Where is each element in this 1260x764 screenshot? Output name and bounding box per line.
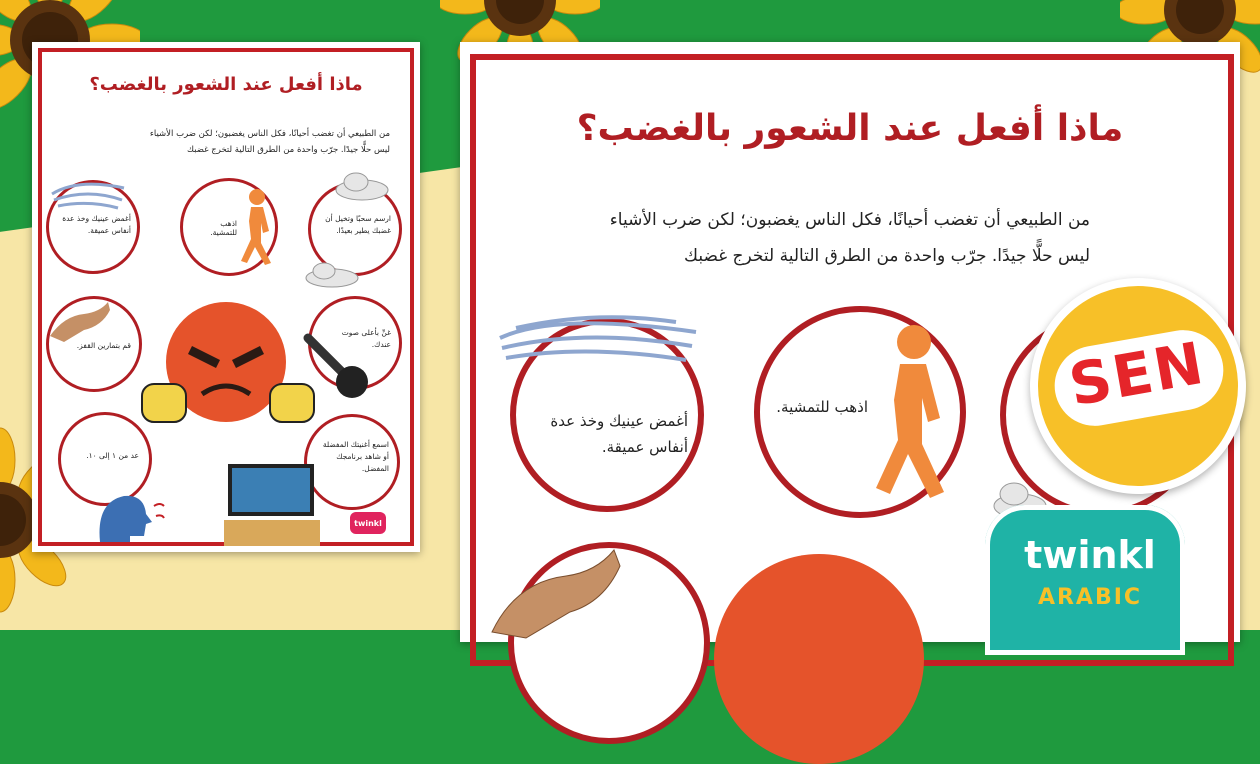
cloud-icon xyxy=(302,260,362,290)
singing-head-icon xyxy=(90,472,170,542)
poster-title: ماذا أفعل عند الشعور بالغضب؟ xyxy=(89,74,363,95)
intro-line-2: ليس حلًّا جيدًا. جرّب واحدة من الطرق التالية لتخرج غضبك xyxy=(684,246,1090,266)
angry-face-icon xyxy=(714,554,924,764)
strategy-breathe-text-large: أغمض عينيك وخذ عدة أنفاس عميقة. xyxy=(550,412,688,456)
strategy-tv-text: اسمع أغنيتك المفضلة أو شاهد برنامجك المفضل. xyxy=(322,440,389,473)
twinkl-logo-text: twinkl xyxy=(1024,533,1156,577)
poster-thumbnail[interactable] xyxy=(32,42,420,552)
walking-person-icon xyxy=(864,322,954,502)
strategy-walk-text-large: اذهب للتمشية. xyxy=(776,398,868,416)
poster-intro xyxy=(70,126,390,158)
cloud-icon xyxy=(332,170,392,202)
strategy-walk-circle-large xyxy=(754,306,966,518)
kangaroo-icon xyxy=(486,542,636,642)
strategy-breathe-text: أغمض عينيك وخذ عدة أنفاس عميقة. xyxy=(62,214,131,235)
twinkl-arabic-badge xyxy=(985,505,1185,655)
strategy-clouds-text: ارسم سحبًا وتخيل أن غضبك يطير بعيدًا. xyxy=(325,214,391,235)
twinkl-arabic-label: ARABIC xyxy=(1037,585,1143,610)
television-icon xyxy=(222,462,322,546)
strategy-walk-circle xyxy=(180,178,278,276)
walking-person-icon xyxy=(235,187,275,267)
poster-title-large: ماذا أفعل عند الشعور بالغضب؟ xyxy=(576,108,1124,149)
intro-line-1: من الطبيعي أن تغضب أحيانًا، فكل الناس يغضبون؛ لكن ضرب الأشياء xyxy=(149,129,390,139)
sen-label: SEN xyxy=(1064,328,1210,420)
sen-badge xyxy=(1030,278,1246,494)
intro-line-1: من الطبيعي أن تغضب أحيانًا، فكل الناس يغضبون؛ لكن ضرب الأشياء xyxy=(609,210,1090,230)
wind-icon xyxy=(48,174,128,214)
angry-face-icon xyxy=(132,298,322,438)
microphone-icon xyxy=(302,332,372,402)
intro-line-2: ليس حلًّا جيدًا. جرّب واحدة من الطرق التالية لتخرج غضبك xyxy=(187,145,390,155)
strategy-walk-text: اذهب للتمشية. xyxy=(210,219,237,237)
strategy-sing-text: غنِّ بأعلى صوت عندك. xyxy=(341,328,391,349)
kangaroo-icon xyxy=(44,296,114,346)
poster-intro-large xyxy=(530,202,1090,274)
twinkl-mini-logo: twinkl xyxy=(350,512,386,534)
strategy-jump-text: قم بتمارين القفز. xyxy=(76,341,131,350)
strategy-count-text: عد من ١ إلى ١٠. xyxy=(86,451,139,460)
wind-icon xyxy=(496,308,706,372)
